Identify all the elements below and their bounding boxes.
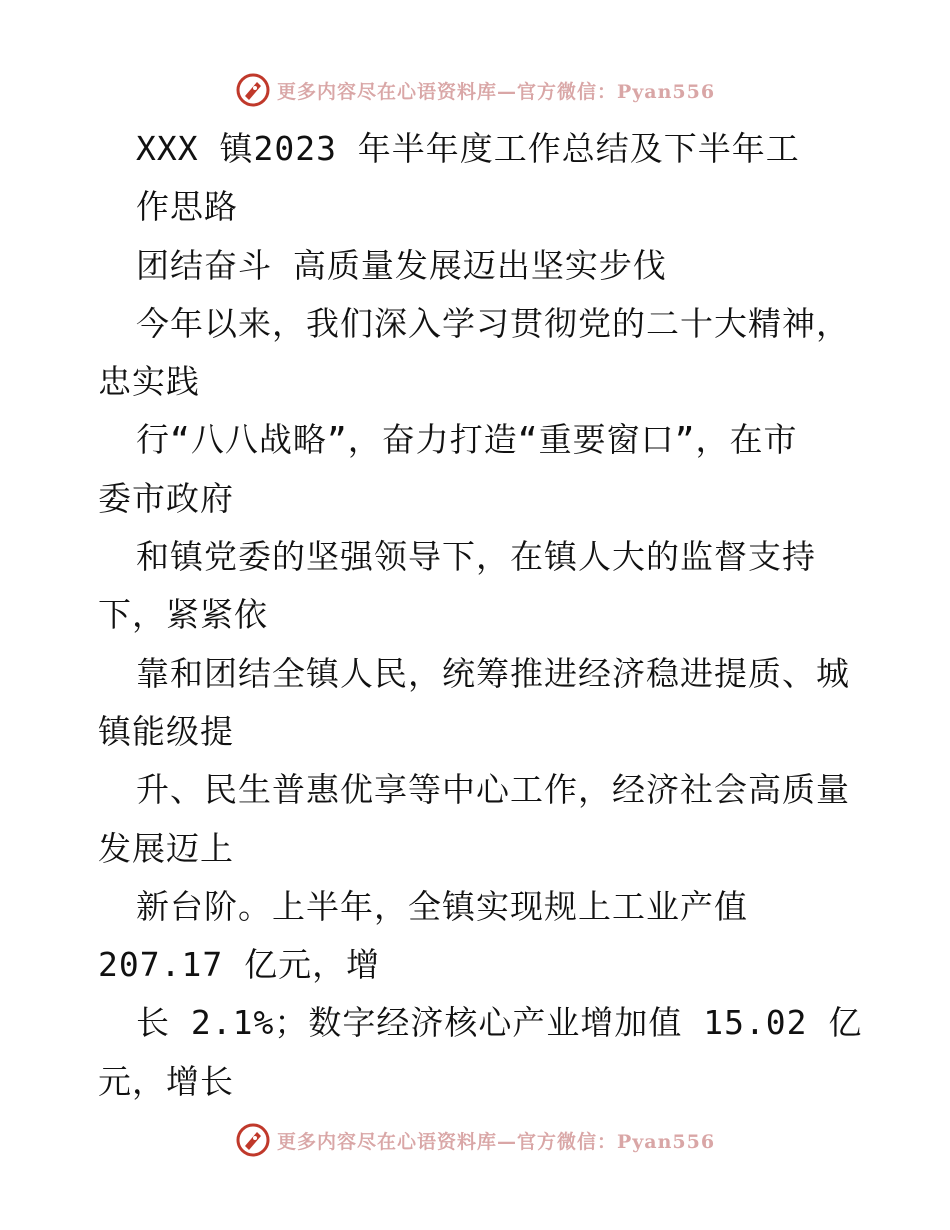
text-line: 下，紧紧依 — [98, 595, 268, 635]
text-line: XXX 镇2023 年半年度工作总结及下半年工 — [136, 129, 800, 168]
text-line: 行“八八战略”，奋力打造“重要窗口”，在市 — [136, 420, 798, 460]
header-banner — [0, 70, 950, 110]
footer-banner — [0, 1120, 950, 1160]
pen-nib-seal-icon — [235, 72, 271, 108]
header-banner-text: 更多内容尽在心语资料库—官方微信：Pyan556 — [276, 80, 716, 103]
text-line: 靠和团结全镇人民，统筹推进经济稳进提质、城 — [136, 653, 850, 693]
text-line: 今年以来，我们深入学习贯彻党的二十大精神， — [136, 303, 850, 343]
footer-banner-text: 更多内容尽在心语资料库—官方微信：Pyan556 — [276, 1130, 716, 1153]
text-line: 和镇党委的坚强领导下，在镇人大的监督支持 — [136, 537, 816, 577]
text-line: 作思路 — [136, 187, 238, 227]
text-line: 委市政府 — [98, 478, 234, 518]
text-line: 发展迈上 — [98, 828, 234, 868]
text-line: 新台阶。上半年，全镇实现规上工业产值 — [136, 886, 748, 926]
text-line: 团结奋斗 高质量发展迈出坚实步伐 — [136, 245, 667, 285]
text-line: 忠实践 — [98, 362, 200, 402]
text-line: 207.17 亿元，增 — [98, 945, 381, 985]
text-line: 升、民生普惠优享等中心工作，经济社会高质量 — [136, 770, 850, 810]
pen-nib-seal-icon — [235, 1122, 271, 1158]
text-line: 长 2.1%；数字经济核心产业增加值 15.02 亿 — [136, 1003, 863, 1043]
text-line: 元，增长 — [98, 1061, 234, 1101]
document-body — [98, 120, 863, 1111]
text-line: 镇能级提 — [98, 711, 234, 751]
